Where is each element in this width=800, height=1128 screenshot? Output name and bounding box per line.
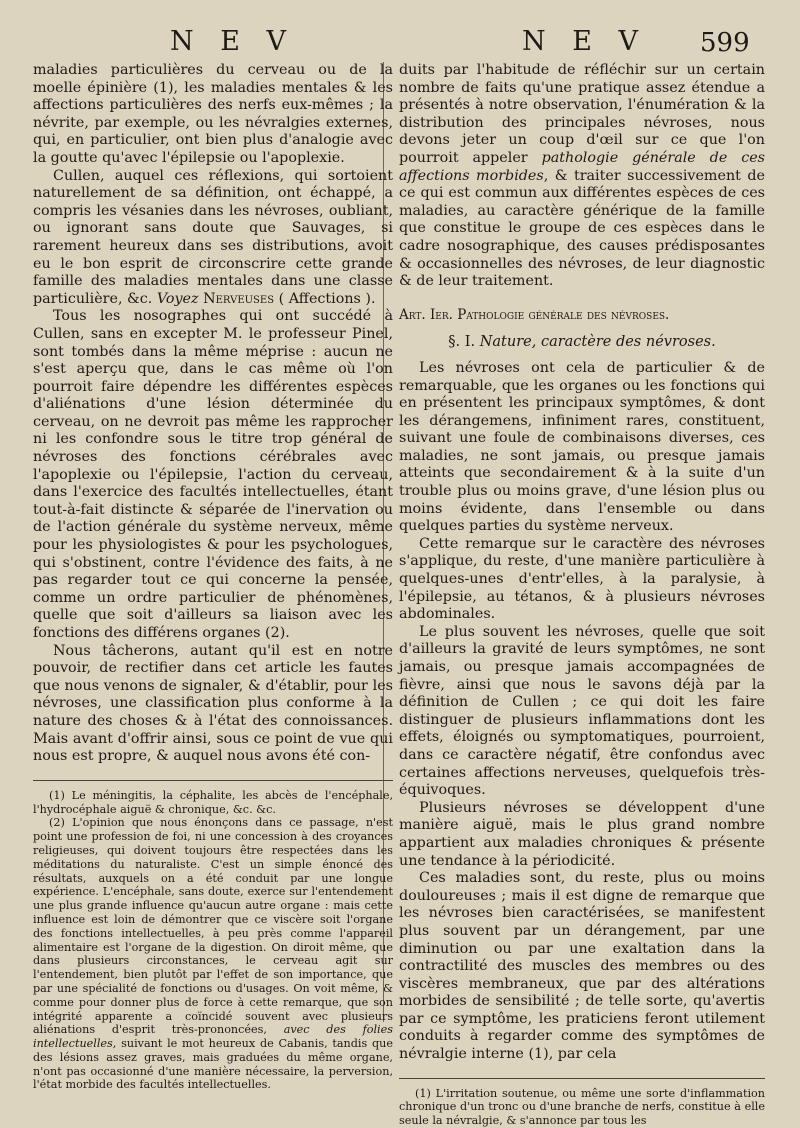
paragraph-text: duits par l'habitude de réfléchir sur un certain nombre de faits qu'une pratique assez étendue a présentés à notre observation, l'énumération & la distribution des principales névroses, nous devons jeter un coup d'œil sur ce que l'on pourroit appeler bbox=[399, 62, 765, 166]
footnote-text: (2) L'opinion que nous énonçons dans ce passage, n'est point une profession de foi, ni une concession à des croyances religieuses, qui doivent toujours être respectées dans les méditations du naturaliste. C'est un simple énoncé des résultats, auxquels on a été conduit par une longue expérience. L'encéphale, sans doute, exerce sur l'entendement une plus grande influence qu'aucun autre organe : mais cette influence est loin de démontrer que ce viscère soit l'organe des fonctions intellectuelles, à peu près comme l'appareil alimentaire est l'organe de la digestion. On diroit même, que dans plusieurs circonstances, le cerveau agit sur l'entendement, bien plutôt par l'effet de son importance, que par une spécialité de fonctions ou d'usages. On voit même, & comme pour donner plus de force à cette remarque, que son intégrité apparente a coïncidé souvent avec plusieurs aliénations d'esprit très-prononcées, bbox=[33, 816, 393, 1037]
footnote bbox=[33, 816, 393, 1092]
paragraph-tail: , & traiter successivement de ce qui est commun aux différentes espèces de ces maladies, au caractère générique de la famille que constitue le groupe de ces espèces dans le cadre nosographique, des causes prédisposantes & occasionnelles des névroses, de leur diagnostic & de leur traitement. bbox=[399, 167, 765, 290]
paragraph: Cette remarque sur le caractère des névroses s'applique, du reste, d'une manière particulière à quelques-unes d'entr'elles, à la paralysie, à l'épilepsie, au tétanos, & à plusieurs névroses abdominales. bbox=[399, 535, 765, 623]
paragraph: Les névroses ont cela de particulier & de remarquable, que les organes ou les fonctions qui en présentent les principaux symptômes, & dont les dérangemens, infiniment rares, constituent, suivant une foule de combinaisons diverses, ces maladies, ne sont jamais, ou presque jamais atteints que secondairement & à la suite d'un trouble plus ou moins grave, d'une lésion plus ou moins évidente, dans l'ensemble ou dans quelques parties du système nerveux. bbox=[399, 359, 765, 535]
paragraph: Tous les nosographes qui ont succédé à Cullen, sans en excepter M. le professeur Pinel, sont tombés dans la même méprise : aucun ne s'est aperçu que, dans le cas même où l'on pourroit faire dépendre les différentes espèces d'aliénations d'une lésion déterminée du cerveau, on ne devroit pas même les rapprocher ni les confondre sous le titre trop général de névroses des fonctions cérébrales avec l'apoplexie ou l'épilepsie, l'action du cerveau, dans l'exercice des facultés intellectuelles, étant tout-à-fait distincte & séparée de l'inervation ou de l'action générale du système nerveux, même pour les physiologistes & pour les psychologues, qui s'obstinent, contre l'évidence des faits, à ne pas regarder tout ce qui concerne la pensée, comme un ordre particulier de phénomènes, quelle que soit d'ailleurs sa liaison avec les fonctions des différens organes (2). bbox=[33, 308, 393, 641]
running-head-right: N E V bbox=[522, 26, 647, 57]
paragraph-text: Cullen, auquel ces réflexions, qui sortoient naturellement de sa définition, ont échappé, a compris les vésanies dans les névroses, oubliant, ou ignorant sans doute que Sauvages, si rarement heureux dans ses distributions, avoit eu le bon esprit de circonscrire cette grande famille des maladies mentales dans une classe particulière, &c. bbox=[33, 167, 393, 307]
left-column bbox=[33, 62, 393, 1092]
running-head-left: N E V bbox=[170, 26, 295, 57]
footnotes bbox=[33, 789, 393, 1093]
right-column bbox=[399, 62, 765, 1128]
section-heading bbox=[399, 334, 765, 352]
paragraph bbox=[33, 168, 393, 309]
cross-reference-tail: ( Affections ). bbox=[278, 290, 376, 307]
paragraph-italic: pathologie générale de ces affections morbides bbox=[399, 149, 766, 184]
section-label: §. I. bbox=[448, 334, 476, 351]
footnote: (1) L'irritation soutenue, ou même une sorte d'inflammation chronique d'un tronc ou d'une branche de nerfs, constitue à elle seule la névralgie, & s'annonce par tous les bbox=[399, 1086, 765, 1128]
footnote-rule bbox=[399, 1078, 765, 1079]
article-heading: Art. Ier. Pathologie générale des névroses. bbox=[399, 306, 670, 323]
cross-reference-voyez: Voyez bbox=[156, 290, 199, 307]
page-number: 599 bbox=[700, 28, 750, 58]
paragraph: Ces maladies sont, du reste, plus ou moins douloureuses ; mais il est digne de remarque que les névroses bien caractérisées, se manifestent plus souvent par un dérangement, par une diminution ou par une exaltation dans la contractilité des muscles des membres ou des viscères membraneux, que par des altérations morbides de sensibilité ; de telle sorte, qu'avertis par ce symptôme, les praticiens feront utilement conduits à regarder comme des symptômes de névralgie interne (1), par cela bbox=[399, 870, 765, 1063]
section-title: Nature, caractère des névroses. bbox=[479, 334, 716, 351]
paragraph: Plusieurs névroses se développent d'une manière aiguë, mais le plus grand nombre appartient aux maladies chroniques & présente une tendance à la périodicité. bbox=[399, 799, 765, 869]
paragraph: maladies particulières du cerveau ou de la moelle épinière (1), les maladies mentales & les affections particulières des nerfs eux-mêmes ; la névrite, par exemple, ou les névralgies externes, qui, en particulier, ont bien plus d'analogie avec la goutte qu'avec l'épilepsie ou l'apoplexie. bbox=[33, 62, 393, 166]
footnote-tail: , suivant le mot heureux de Cabanis, tandis que des lésions assez graves, mais graduées du même organe, n'ont pas occasionné d'une manière nécessaire, la perversion, l'état morbide des facultés intellectuelles. bbox=[33, 1037, 393, 1092]
footnote-rule bbox=[33, 780, 393, 781]
paragraph: Le plus souvent les névroses, quelle que soit d'ailleurs la gravité de leurs symptômes, ne sont jamais, ou presque jamais accompagnées de fièvre, ainsi que nous le savons déjà par la définition de Cullen ; ce qui doit les faire distinguer de plusieurs inflammations dont les effets, éloignés ou symptomatiques, pourroient, dans ce caractère négatif, être confondus avec certaines affections nerveuses, quelquefois très-équivoques. bbox=[399, 623, 765, 799]
page-header bbox=[0, 26, 800, 60]
paragraph: Nous tâcherons, autant qu'il est en notre pouvoir, de rectifier dans cet article les fautes que nous venons de signaler, & d'établir, pour les névroses, une classification plus conforme à la nature des choses & à l'état des connoissances. Mais avant d'offrir ainsi, sous ce point de vue qui nous est propre, & auquel nous avons été con- bbox=[33, 642, 393, 765]
paragraph bbox=[399, 62, 765, 291]
footnote-italic: avec des folies intellectuelles bbox=[33, 1023, 393, 1051]
cross-reference-term: Nerveuses bbox=[203, 290, 275, 307]
footnote: (1) Le méningitis, la céphalite, les abcès de l'encéphale, l'hydrocéphale aiguë & chronique, &c. &c. bbox=[33, 788, 393, 816]
